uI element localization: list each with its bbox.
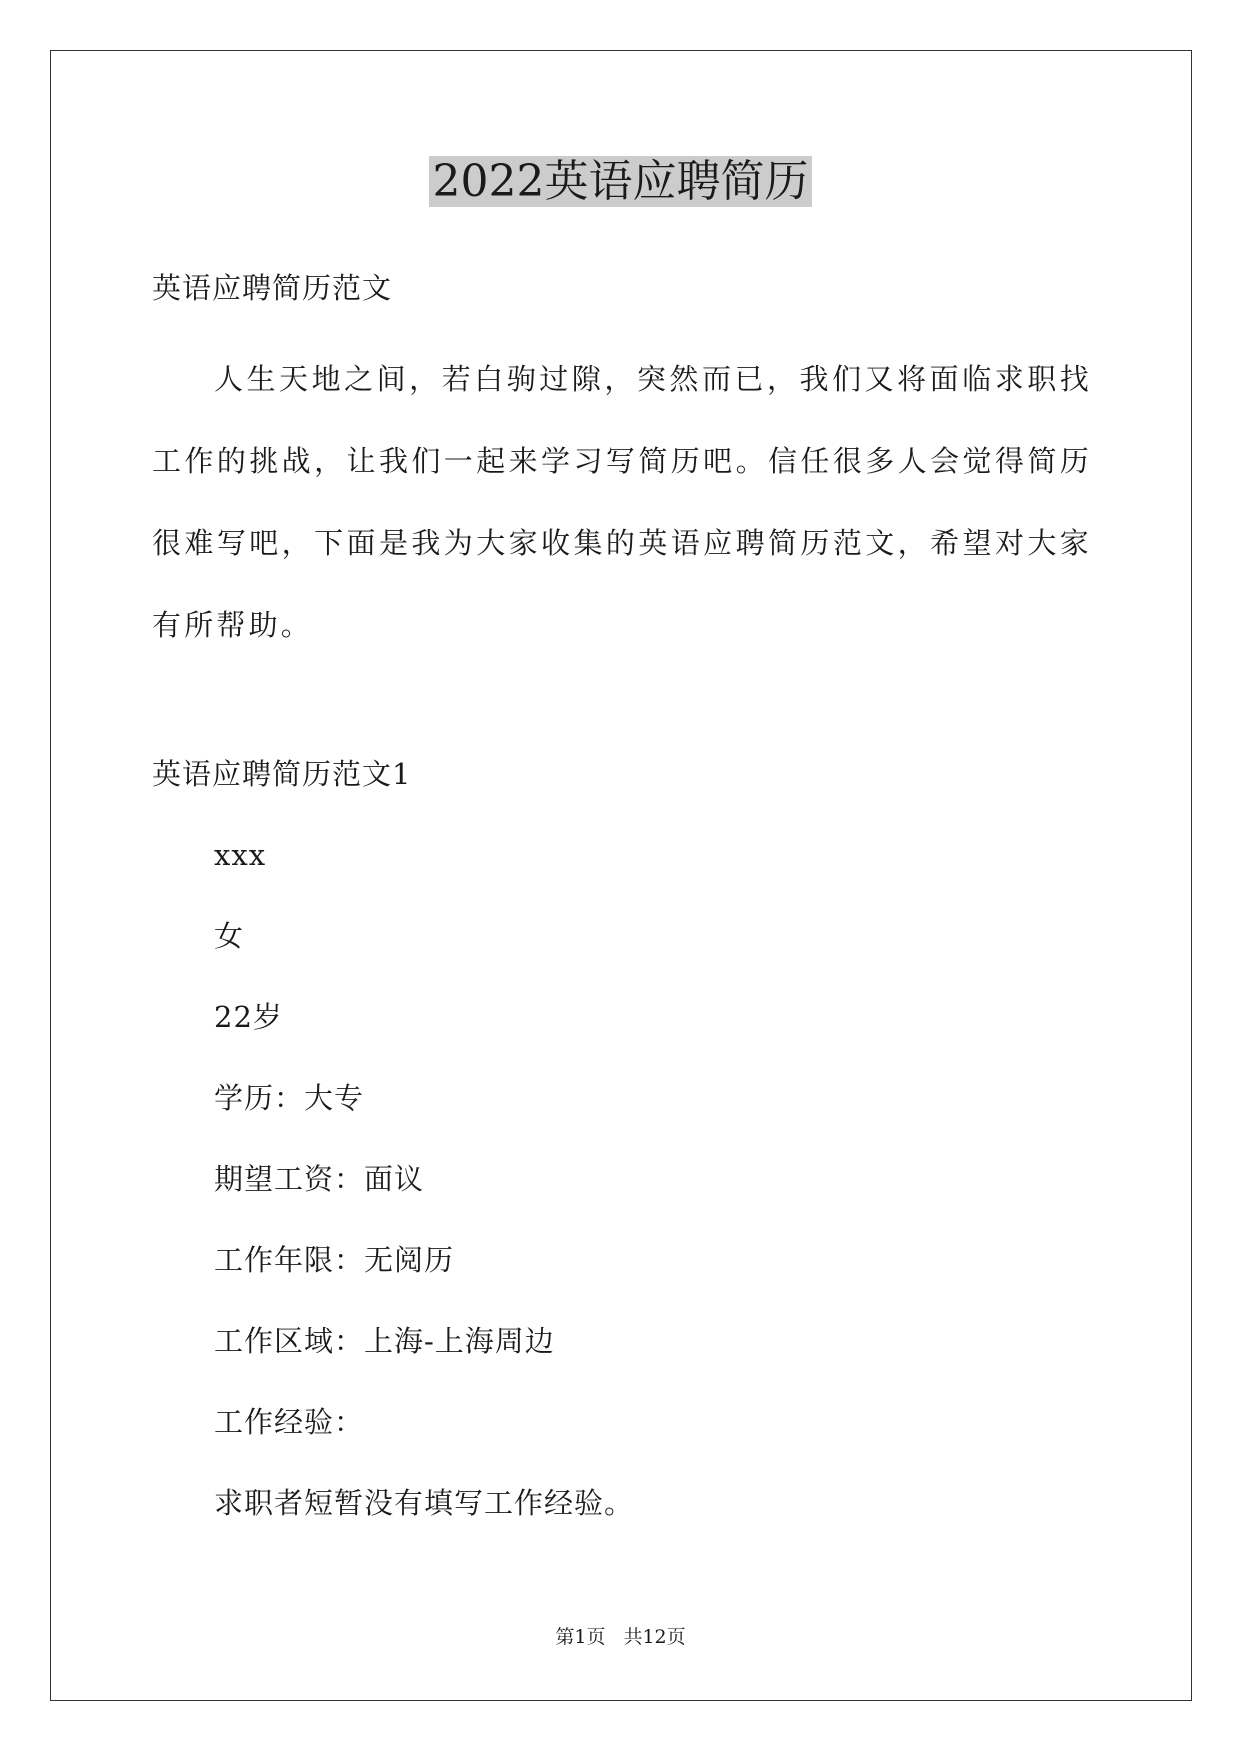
resume-expected-salary: 期望工资：面议 [214, 1162, 425, 1196]
resume-work-area: 工作区域：上海-上海周边 [214, 1324, 555, 1358]
resume-work-years: 工作年限：无阅历 [214, 1243, 455, 1277]
resume-gender: 女 [214, 919, 245, 953]
page-footer [0, 1624, 1241, 1650]
page-number: 第1页 [555, 1626, 606, 1648]
resume-experience-label: 工作经验： [214, 1405, 365, 1439]
resume-education: 学历：大专 [214, 1081, 365, 1115]
resume-experience-text: 求职者短暂没有填写工作经验。 [214, 1486, 635, 1520]
resume-age: 22岁 [214, 1000, 283, 1034]
intro-paragraph: 人生天地之间，若白驹过隙，突然而已，我们又将面临求职找工作的挑战，让我们一起来学习写简历吧。信任很多人会觉得简历很难写吧，下面是我为大家收集的英语应聘简历范文，希望对大家有所帮助。 [152, 362, 1092, 642]
document-subtitle: 英语应聘简历范文 [152, 271, 393, 305]
section-heading: 英语应聘简历范文1 [152, 757, 412, 791]
resume-name: xxx [214, 838, 267, 872]
document-title-text: 2022英语应聘简历 [429, 156, 813, 207]
page-total: 共12页 [623, 1626, 686, 1648]
document-title [0, 153, 1241, 211]
